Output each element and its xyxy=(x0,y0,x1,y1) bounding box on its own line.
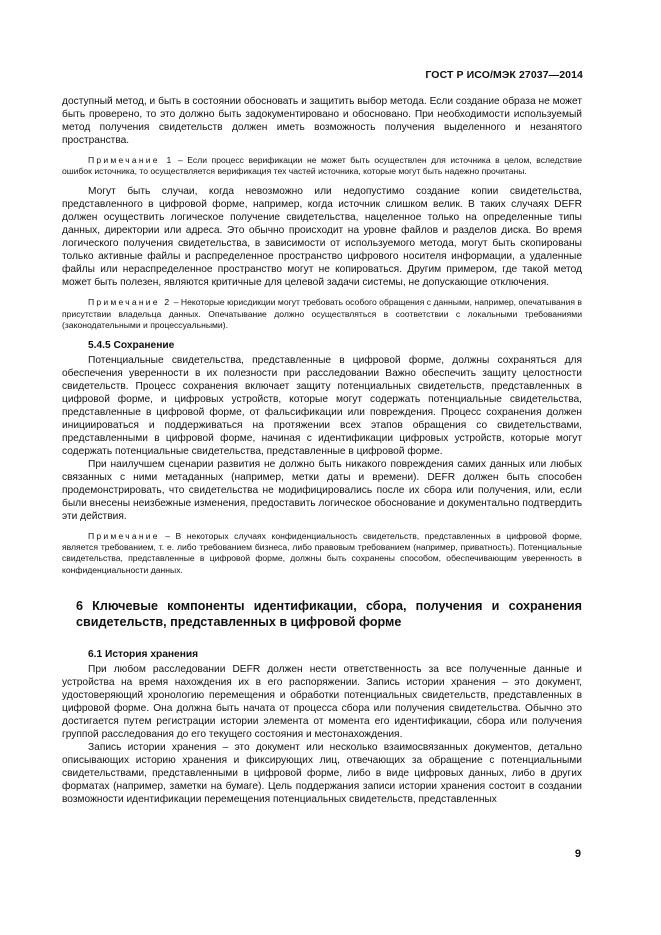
paragraph: доступный метод, и быть в состоянии обосновать и защитить выбор метода. Если создание образа не может быть проверено, то это должно быть задокументировано и обосновано. При необходимости используемый метод получения свидетельств должен иметь возможность получения выделенного и незанятого пространства. xyxy=(62,96,582,146)
note-text: – Если процесс верификации не может быть осуществлен для источника в целом, вследствие ошибок источника, то осуществляется верификация тех частей источника, которые могут быть надежно прочитаны. xyxy=(62,155,583,177)
note-3 xyxy=(62,531,582,576)
note-label: Примечание 2 xyxy=(88,297,172,308)
subsection-heading: 5.4.5 Сохранение xyxy=(88,340,175,352)
subsection-heading: 6.1 История хранения xyxy=(88,648,199,660)
page-content xyxy=(62,95,582,806)
paragraph: При любом расследовании DEFR должен нести ответственность за все полученные данные и устройства на время нахождения их в его распоряжении. Запись истории хранения – это документ, удостоверяющий хронологию перемещения и обработки потенциальных свидетельств, представленных в цифровой форме. Она должна быть начата от процесса сбора или получения свидетельства. Обычно это достигается путем регистрации истории элемента от момента его идентификации, сбора или получения группой расследования до его текущего состояния и местонахождения. xyxy=(62,663,582,740)
note-1 xyxy=(62,155,582,177)
note-label: Примечание xyxy=(88,531,160,542)
note-2 xyxy=(62,297,582,331)
page-number: 9 xyxy=(574,848,581,860)
paragraph: Потенциальные свидетельства, представленные в цифровой форме, должны сохраняться для обеспечения уверенности в их полезности при расследовании Важно обеспечить защиту целостности свидетельств. Процесс сохранения включает защиту потенциальных свидетельств, представленных в цифровой форме, и цифровых устройств, которые могут содержать потенциальные свидетельства, представленные в цифровой форме, от фальсификации или повреждения. Процесс сохранения должен инициироваться и поддерживаться на протяжении всех этапов обращения со свидетельствами, представленными в цифровой форме, начиная с идентификации цифровых устройств, которые могут содержать потенциальные свидетельства, представленные в цифровой форме. xyxy=(62,355,582,458)
note-label: Примечание 1 xyxy=(88,155,174,165)
paragraph: Могут быть случаи, когда невозможно или недопустимо создание копии свидетельства, представленного в цифровой форме, например, когда источник слишком велик. В таких случаях DEFR должен осуществить логическое получение свидетельства, нацеленное только на определенные типы данных, директории или адреса. Это обычно происходит на уровне файлов и разделов диска. Во время логического получения свидетельства, в зависимости от используемого метода, могут быть скопированы только активные файлы и распределенное пространство цифрового носителя информации, а удаленные файлы или нераспределенное пространство могут не копироваться. Другим примером, где такой метод может быть полезен, являются критичные для целевой задачи системы, не допускающие отключения. xyxy=(62,186,582,289)
note-text: – В некоторых случаях конфиденциальность свидетельств, представленных в цифровой форме, является требованием, т. е. либо требованием бизнеса, либо правовым требованием (например, приватность). Потенциальные свидетельства, представленные в цифровой форме, должны быть сохранены способом, обеспечивающим уверенность в конфиденциальности данных. xyxy=(62,531,582,575)
paragraph: При наилучшем сценарии развития не должно быть никакого повреждения самих данных или любых связанных с ними метаданных (например, метки даты и времени). DEFR должен быть способен продемонстрировать, что свидетельства не модифицировались после их сбора или получения, или, если были внесены неизбежные изменения, предоставить логическое обоснование и документально подтвердить эти действия. xyxy=(62,459,582,523)
paragraph: Запись истории хранения – это документ или несколько взаимосвязанных документов, детально описывающих историю хранения и фиксирующих лиц, отвечающих за обращение с потенциальными свидетельствами, представленными в цифровой форме, либо в виде цифровых данных, либо в других форматах (например, заметки на бумаге). Цель поддержания записи истории хранения состоит в создании возможности идентификации перемещения потенциальных свидетельств, представленных xyxy=(62,741,582,805)
section-heading: 6 Ключевые компоненты идентификации, сбора, получения и сохранения свидетельств, представленных в цифровой форме xyxy=(76,598,582,629)
note-text: – Некоторые юрисдикции могут требовать особого обращения с данными, например, опечатывания в присутствии владельца данных. Опечатывание должно осуществляться в соответствии с локальными требованиями (законодательными и процессуальными). xyxy=(62,297,582,330)
page-header: ГОСТ Р ИСО/МЭК 27037—2014 xyxy=(425,69,583,81)
